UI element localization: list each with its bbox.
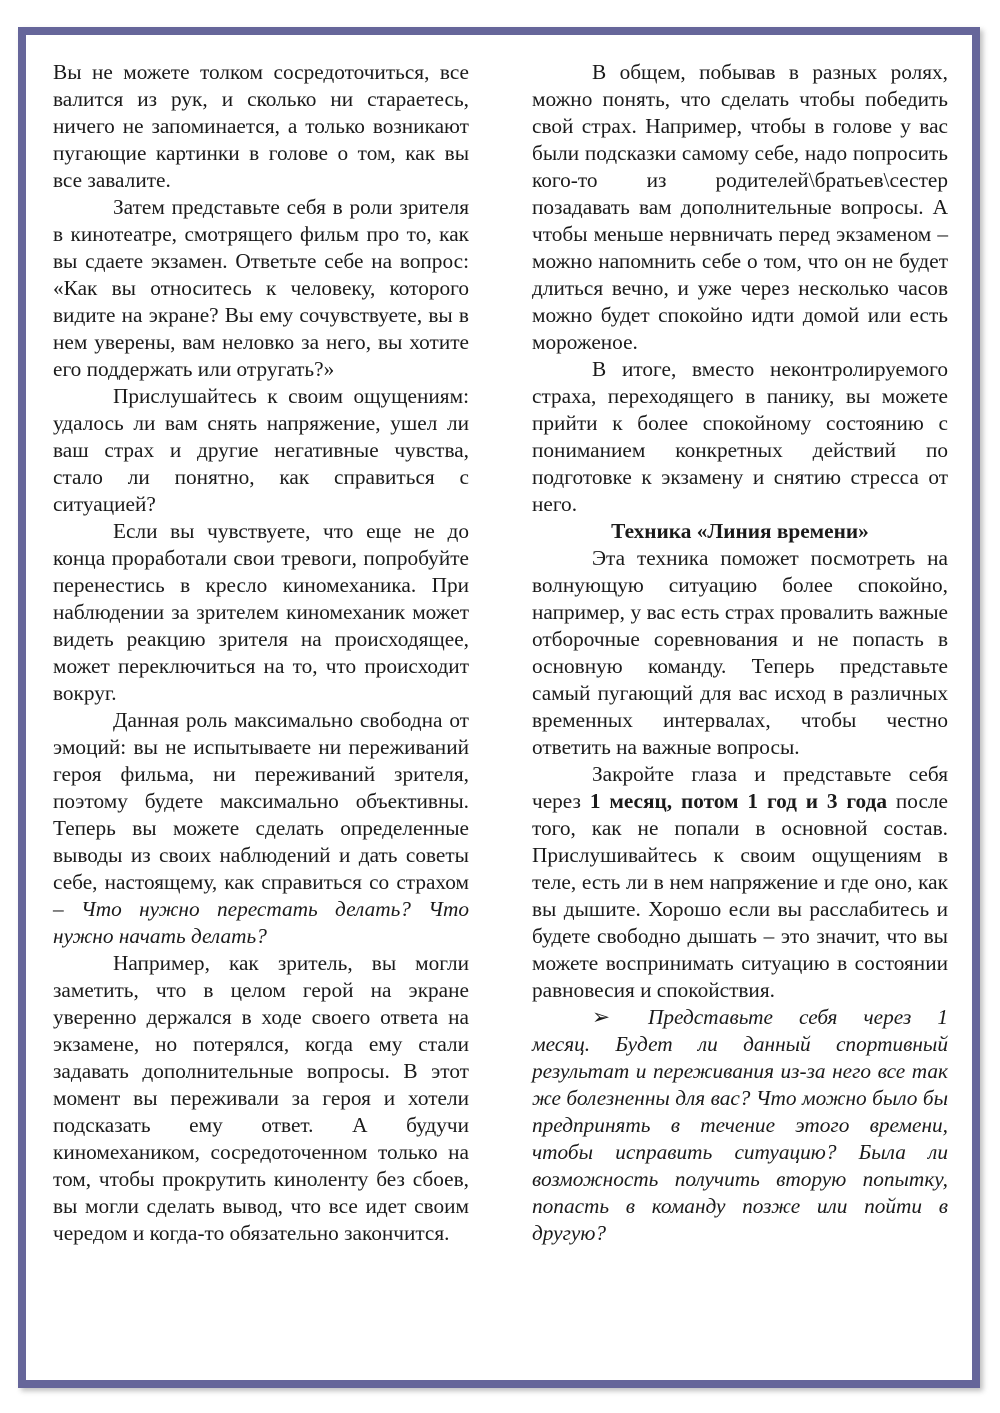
- left-column: [53, 59, 469, 1247]
- paragraph-lost-focus: Вы не можете толком сосредоточиться, все валится из рук, и сколько ни стараетесь, ничего не запоминается, а только возникают пугающие картинки в голове о том, как вы все завалите.: [53, 60, 469, 192]
- arrow-bullet-icon: ➢: [592, 1005, 610, 1029]
- paragraph-role-text: Данная роль максимально свободна от эмоций: вы не испытываете ни переживаний героя фильма, ни переживаний зрителя, поэтому будете максимально объективны. Теперь вы можете сделать определенные выводы из своих наблюдений и дать советы себе, настоящему, как справиться со страхом –: [53, 708, 469, 921]
- bullet-item-text: Представьте себя через 1 месяц. Будет ли данный спортивный результат и переживания из-за него все так же болезненны для вас? Что можно было бы предпринять в течение этого времени, чтобы исправить ситуацию? Была ли возможность получить вторую попытку, попасть в команду позже или пойти в другую?: [532, 1005, 948, 1245]
- paragraph-listen-feelings: Прислушайтесь к своим ощущениям: удалось ли вам снять напряжение, ушел ли ваш страх и другие негативные чувства, стало ли понятно, как справиться с ситуацией?: [53, 384, 469, 516]
- paragraph-in-general: В общем, побывав в разных ролях, можно понять, что сделать чтобы победить свой страх. Например, чтобы в голове у вас были подсказки самому себе, надо попросить кого-то из родителей\братьев\сестер позадавать вам дополнительные вопросы. А чтобы меньше нервничать перед экзаменом – можно напомнить себе о том, что он не будет длиться вечно, и уже через несколько часов можно будет спокойно идти домой или есть мороженое.: [532, 60, 948, 354]
- paragraph-timeline-intro: Эта техника поможет посмотреть на волнующую ситуацию более спокойно, например, у вас есть страх провалить важные отборочные соревнования и не попасть в основную команду. Теперь представьте самый пугающий для вас исход в различных временных интервалах, чтобы честно ответить на важные вопросы.: [532, 546, 948, 759]
- paragraph-viewer-role: Затем представьте себя в роли зрителя в кинотеатре, смотрящего фильм про то, как вы сдаете экзамен. Ответьте себе на вопрос: «Как вы относитесь к человеку, которого видите на экране? Вы ему сочувствуете, вы в нем уверены, вам неловко за него, вы хотите его поддержать или отругать?»: [53, 195, 469, 381]
- paragraph-example: Например, как зритель, вы могли заметить, что в целом герой на экране уверенно держался в ходе своего ответа на экзамене, но потерялся, когда ему стали задавать дополнительные вопросы. В этот момент вы переживали за героя и хотели подсказать ему ответ. А будучи киномехаником, сосредоточенном только на том, чтобы прокрутить киноленту без сбоев, вы могли сделать вывод, что все идет своим чередом и когда-то обязательно закончится.: [53, 951, 469, 1245]
- paragraph-close-eyes: [532, 761, 948, 1004]
- paragraph-projectionist-role: Если вы чувствуете, что еще не до конца проработали свои тревоги, попробуйте перенестись в кресло киномеханика. При наблюдении за зрителем киномеханик может видеть реакцию зрителя на происходящее, может переключиться на то, что происходит вокруг.: [53, 519, 469, 705]
- right-column: [532, 59, 948, 1247]
- close-eyes-start: Закройте глаза и представьте себя через: [532, 762, 948, 813]
- bullet-item-one-month: [532, 1004, 948, 1247]
- paragraph-in-result: В итоге, вместо неконтролируемого страха, переходящего в панику, вы можете прийти к более спокойному состоянию с пониманием конкретных действий по подготовке к экзамену и снятию стресса от него.: [532, 357, 948, 516]
- close-eyes-end: после того, как не попали в основной состав. Прислушивайтесь к своим ощущениям в теле, есть ли в нем напряжение и где оно, как вы дышите. Хорошо если вы расслабитесь и будете свободно дышать – это значит, что вы можете воспринимать ситуацию в состоянии равновесия и спокойствия.: [532, 789, 949, 1002]
- close-eyes-bold-intervals: 1 месяц, потом 1 год и 3 года: [589, 789, 888, 813]
- section-heading-timeline: Техника «Линия времени»: [611, 519, 869, 543]
- page-frame: [18, 27, 980, 1388]
- paragraph-role-free-of-emotions: [53, 707, 469, 950]
- paragraph-role-questions: Что нужно перестать делать? Что нужно начать делать?: [53, 897, 469, 948]
